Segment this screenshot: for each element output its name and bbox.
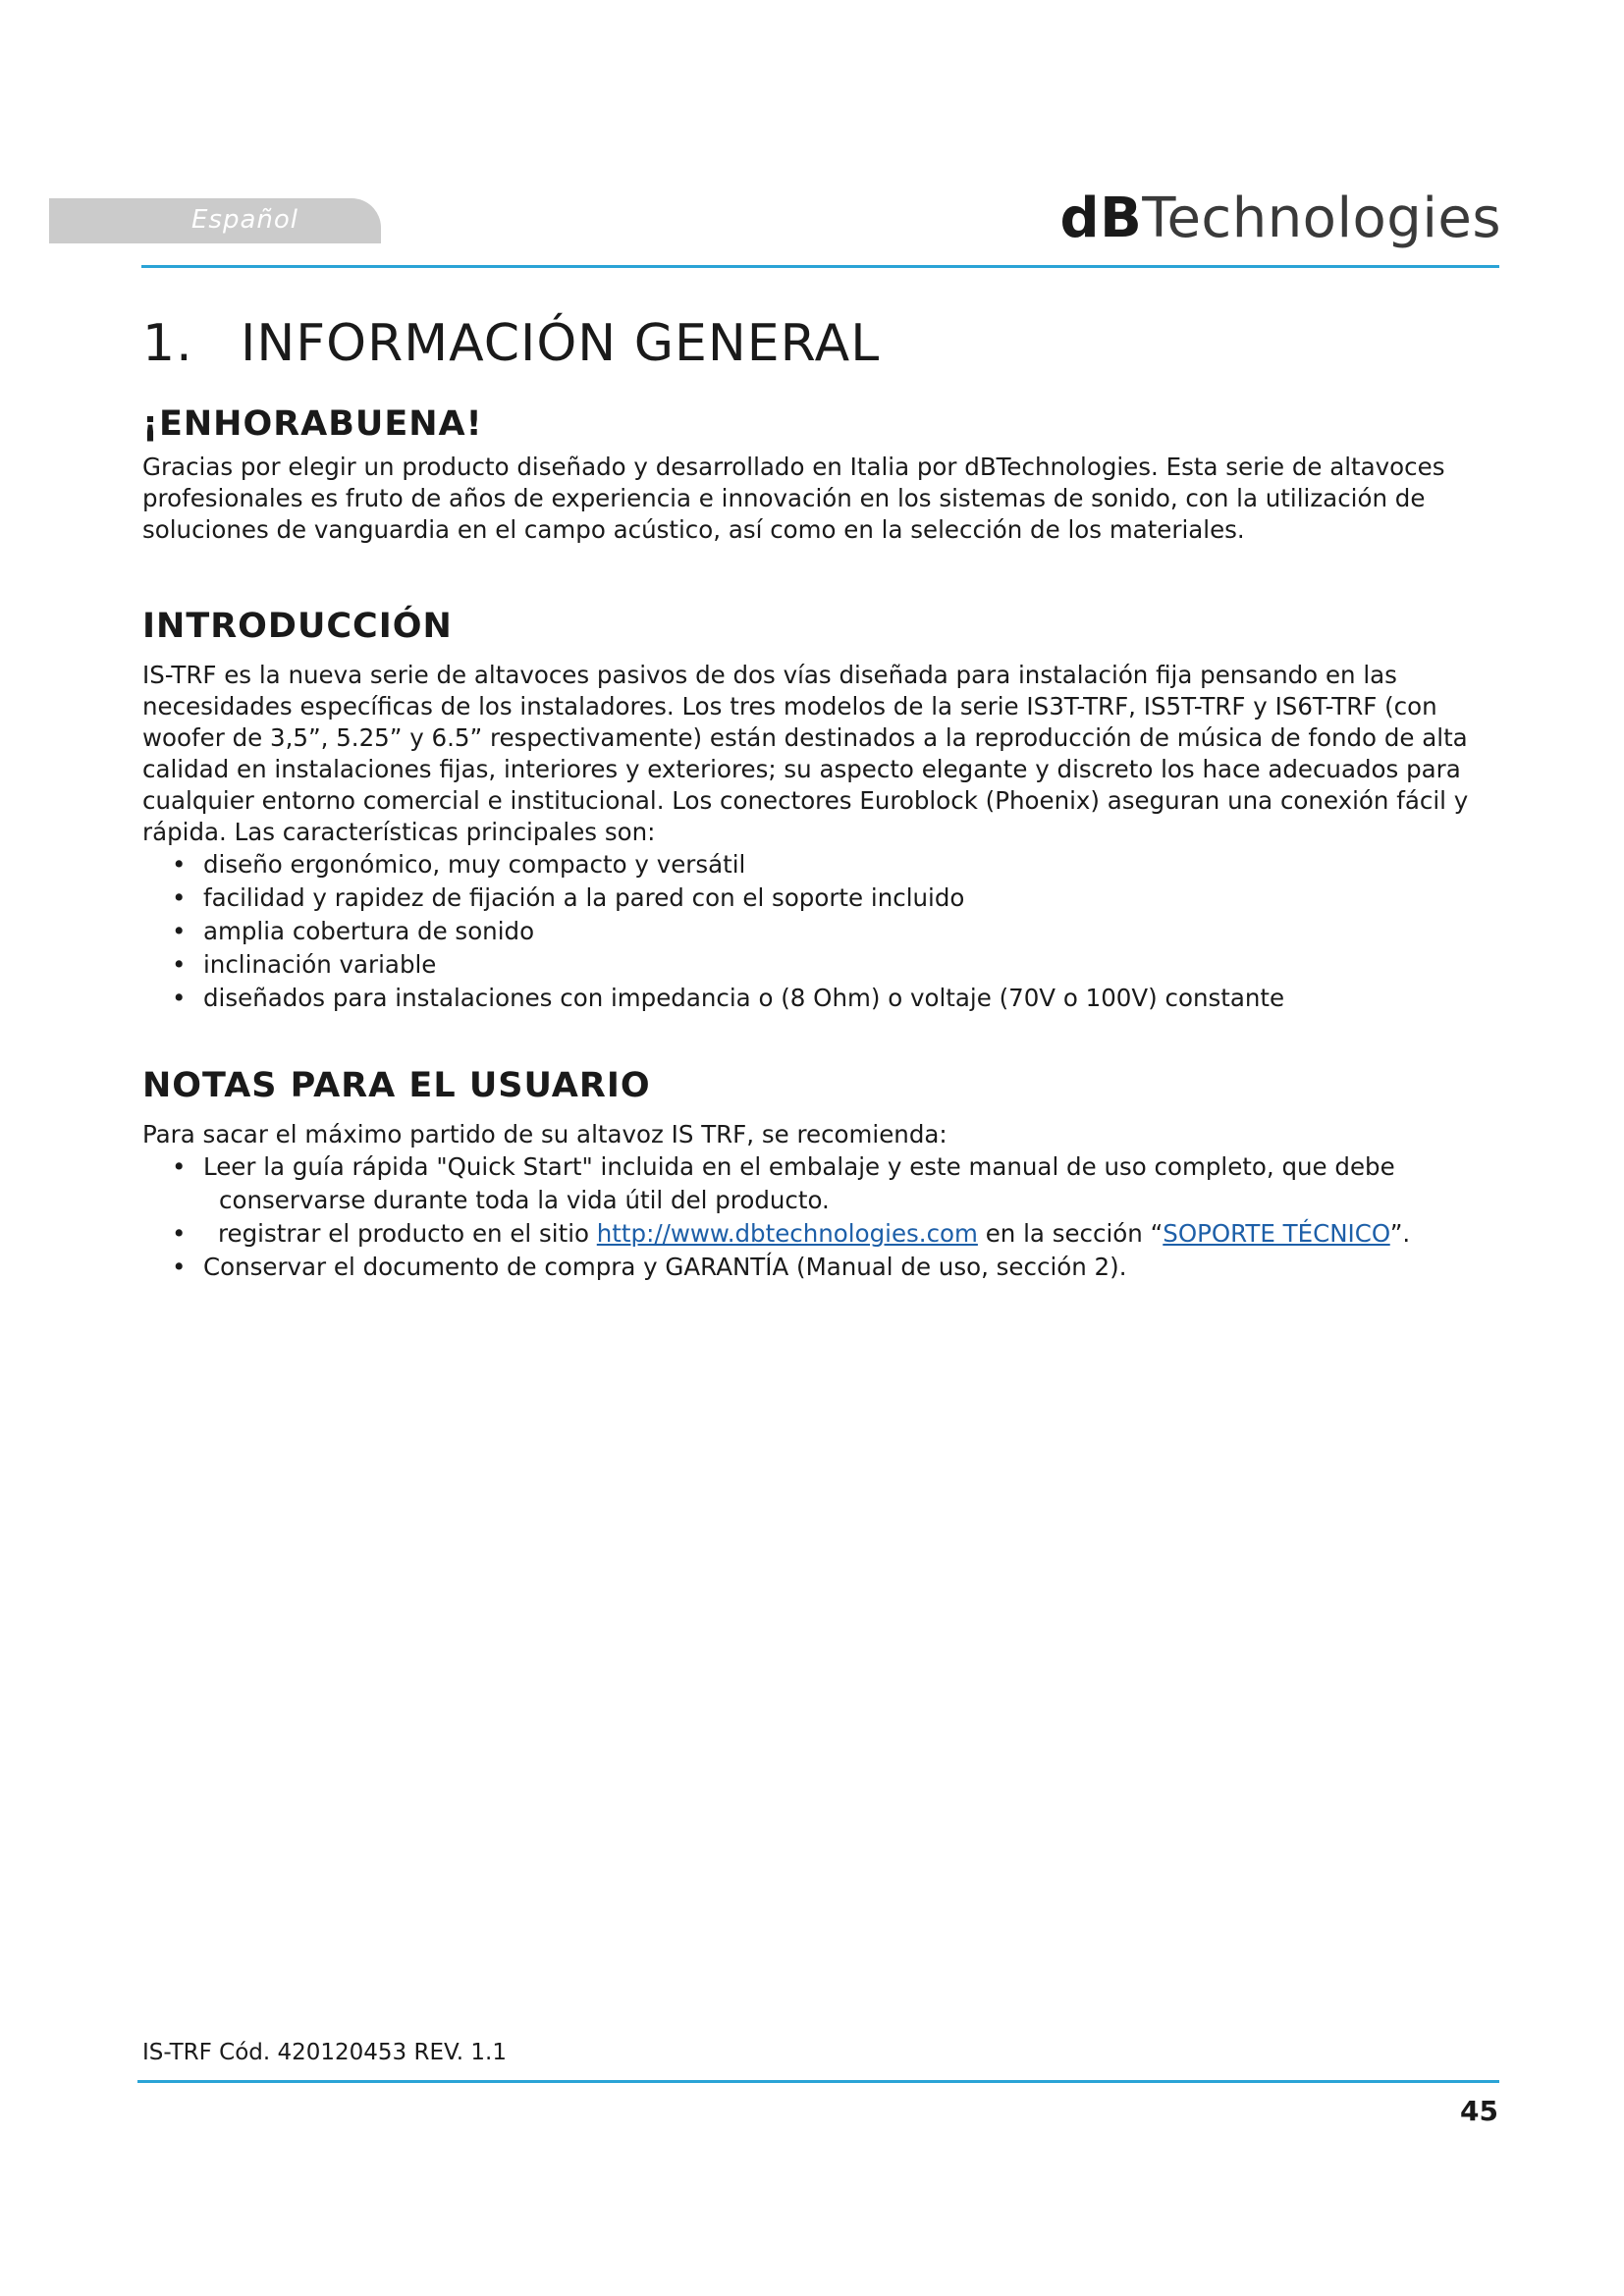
paragraph-notas-intro: Para sacar el máximo partido de su altavoz IS TRF, se recomienda: (142, 1120, 947, 1148)
language-label: Español (191, 205, 299, 235)
language-tab (49, 198, 381, 243)
note-line-1: Leer la guía rápida "Quick Start" incluida en el embalaje y este manual de uso completo, que debe (203, 1152, 1395, 1181)
header-rule (141, 265, 1499, 268)
heading-introduccion: INTRODUCCIÓN (142, 607, 453, 646)
note-line-2: conservarse durante toda la vida útil del producto. (219, 1186, 830, 1214)
paragraph-introduccion: IS-TRF es la nueva serie de altavoces pasivos de dos vías diseñada para instalación fija pensando en las necesidades específicas de los instaladores. Los tres modelos de la serie IS3T-TRF, IS5T-TRF y IS6T-TRF (con woofer de 3,5”, 5.25” y 6.5” respectivamente) están destinados a la reproducción de música de fondo de alta calidad en instalaciones fijas, interiores y exteriores; su aspecto elegante y discreto los hace adecuados para cualquier entorno comercial e institucional. Los conectores Euroblock (Phoenix) aseguran una conexión fácil y rápida. Las características principales son: (142, 661, 1469, 846)
website-link[interactable]: http://www.dbtechnologies.com (596, 1219, 978, 1248)
logo-technologies: Technologies (1142, 187, 1501, 250)
notes-list (142, 1150, 1507, 1284)
support-link[interactable]: SOPORTE TÉCNICO (1163, 1219, 1390, 1248)
features-list (142, 848, 1507, 1015)
note-end-text: ”. (1389, 1219, 1411, 1248)
page-number: 45 (1460, 2095, 1498, 2127)
note-section-text: en la sección “ (977, 1219, 1164, 1248)
page-content (142, 314, 1507, 1284)
section-number: 1. (142, 314, 193, 373)
section-title (142, 314, 1507, 373)
footer-rule (137, 2080, 1499, 2083)
list-item: • Conservar el documento de compra y GARANTÍA (Manual de uso, sección 2). (142, 1251, 1507, 1284)
list-item: • facilidad y rapidez de fijación a la pared con el soporte incluido (142, 881, 1507, 915)
list-item (142, 1150, 1507, 1217)
list-item: • inclinación variable (142, 948, 1507, 982)
heading-notas: NOTAS PARA EL USUARIO (142, 1066, 651, 1105)
list-item: • amplia cobertura de sonido (142, 915, 1507, 948)
paragraph-enhorabuena: Gracias por elegir un producto diseñado y desarrollado en Italia por dBTechnologies. Esta serie de altavoces profesionales es fruto de años de experiencia e innovación en los sistemas de sonido, con la utilización de soluciones de vanguardia en el campo acústico, así como en la selección de los materiales. (142, 453, 1445, 544)
heading-enhorabuena: ¡ENHORABUENA! (142, 404, 483, 444)
brand-logo (1059, 187, 1501, 250)
section-title-text: INFORMACIÓN GENERAL (241, 314, 881, 373)
note-register-text: registrar el producto en el sitio (218, 1219, 597, 1248)
list-item (142, 1217, 1507, 1251)
logo-db: dB (1059, 187, 1143, 250)
list-item: • diseño ergonómico, muy compacto y versátil (142, 848, 1507, 881)
document-code: IS-TRF Cód. 420120453 REV. 1.1 (142, 2040, 507, 2065)
list-item: • diseñados para instalaciones con impedancia o (8 Ohm) o voltaje (70V o 100V) constante (142, 982, 1507, 1015)
